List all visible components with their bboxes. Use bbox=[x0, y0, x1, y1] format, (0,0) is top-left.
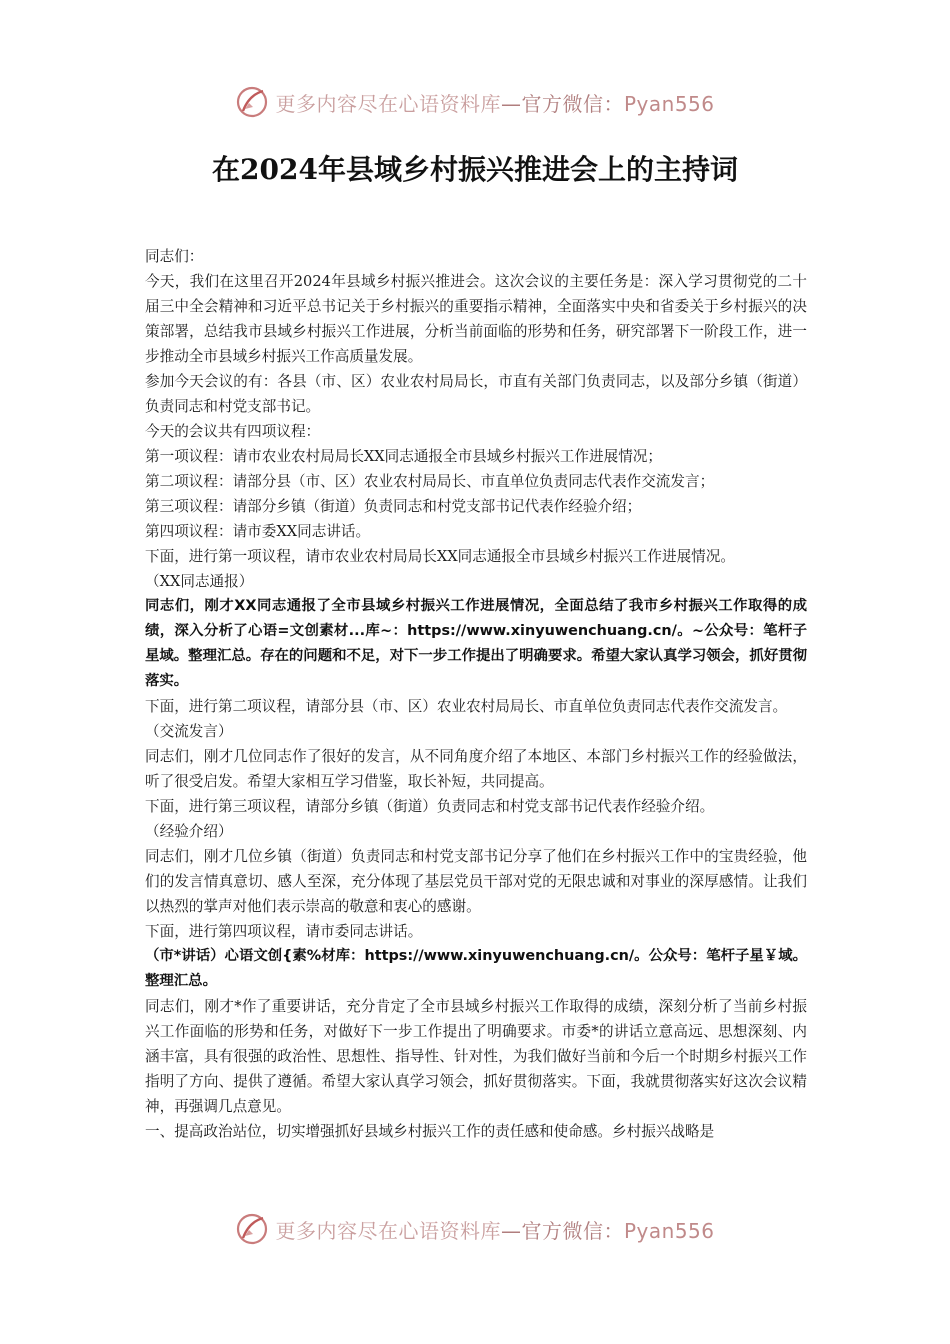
paragraph-agenda-header: 今天的会议共有四项议程： bbox=[145, 423, 321, 440]
agenda-item-1: 第一项议程：请市农业农村局局长XX同志通报全市县域乡村振兴工作进展情况； bbox=[145, 448, 662, 465]
banner-part-1: 更多内容尽在心语资料库 bbox=[275, 91, 501, 116]
brand-logo-icon bbox=[235, 1212, 269, 1246]
banner-wechat-id: Pyan556 bbox=[623, 1218, 715, 1243]
brand-logo-icon bbox=[235, 85, 269, 119]
banner-wechat-id: Pyan556 bbox=[623, 91, 715, 116]
paragraph-item1-summary: 同志们，刚才XX同志通报了全市县域乡村振兴工作进展情况，全面总结了我市乡村振兴工作取得的成绩，深入分析了心语=文创素材...库~：https://www.xinyuwenchuang.cn/。~公众号：笔杆子星域。整理汇总。存在的问题和不足，对下一步工作提出了明确要求。希望大家认真学习领会，抓好贯彻落实。 bbox=[145, 598, 807, 689]
paragraph-item4-summary: 同志们，刚才*作了重要讲话，充分肯定了全市县域乡村振兴工作取得的成绩，深刻分析了当前乡村振兴工作面临的形势和任务，对做好下一步工作提出了明确要求。市委*的讲话立意高远、思想深刻、内涵丰富，具有很强的政治性、思想性、指导性、针对性，为我们做好当前和今后一个时期乡村振兴工作指明了方向、提供了遵循。希望大家认真学习领会，抓好贯彻落实。下面，我就贯彻落实好这次会议精神，再强调几点意见。 bbox=[145, 998, 807, 1115]
document-body bbox=[145, 244, 807, 1144]
agenda-item-2: 第二项议程：请部分县（市、区）农业农村局局长、市直单位负责同志代表作交流发言； bbox=[145, 473, 715, 490]
paragraph-salutation: 同志们： bbox=[145, 248, 204, 265]
banner-text bbox=[275, 88, 714, 117]
paragraph-point-1: 一、提高政治站位，切实增强抓好县域乡村振兴工作的责任感和使命感。乡村振兴战略是 bbox=[145, 1123, 715, 1140]
agenda-item-3: 第三项议程：请部分乡镇（街道）负责同志和村党支部书记代表作经验介绍； bbox=[145, 498, 642, 515]
agenda-item-4: 第四项议程：请市委XX同志讲话。 bbox=[145, 523, 371, 540]
banner-text bbox=[275, 1215, 714, 1244]
header-banner bbox=[0, 82, 950, 122]
paragraph-item3-start: 下面，进行第三项议程，请部分乡镇（街道）负责同志和村党支部书记代表作经验介绍。 bbox=[145, 798, 715, 815]
document-title: 在2024年县域乡村振兴推进会上的主持词 bbox=[212, 153, 738, 186]
paragraph-item3-note: （经验介绍） bbox=[145, 823, 233, 840]
footer-banner bbox=[0, 1209, 950, 1249]
banner-part-2: —官方微信： bbox=[500, 91, 624, 116]
paragraph-item1-start: 下面，进行第一项议程，请市农业农村局局长XX同志通报全市县域乡村振兴工作进展情况。 bbox=[145, 548, 735, 565]
paragraph-intro: 今天，我们在这里召开2024年县域乡村振兴推进会。这次会议的主要任务是：深入学习贯彻党的二十届三中全会精神和习近平总书记关于乡村振兴的重要指示精神，全面落实中央和省委关于乡村振兴的决策部署，总结我市县域乡村振兴工作进展，分析当前面临的形势和任务，研究部署下一阶段工作，进一步推动全市县域乡村振兴工作高质量发展。 bbox=[145, 273, 807, 365]
paragraph-attendees: 参加今天会议的有：各县（市、区）农业农村局局长，市直有关部门负责同志，以及部分乡镇（街道）负责同志和村党支部书记。 bbox=[145, 373, 807, 415]
paragraph-item2-note: （交流发言） bbox=[145, 723, 233, 740]
banner-part-2: —官方微信： bbox=[500, 1218, 624, 1243]
paragraph-item2-summary: 同志们，刚才几位同志作了很好的发言，从不同角度介绍了本地区、本部门乡村振兴工作的经验做法，听了很受启发。希望大家相互学习借鉴，取长补短，共同提高。 bbox=[145, 748, 807, 790]
paragraph-item2-start: 下面，进行第二项议程，请部分县（市、区）农业农村局局长、市直单位负责同志代表作交流发言。 bbox=[145, 698, 788, 715]
paragraph-item4-start: 下面，进行第四项议程，请市委同志讲话。 bbox=[145, 923, 423, 940]
banner-part-1: 更多内容尽在心语资料库 bbox=[275, 1218, 501, 1243]
paragraph-item1-note: （XX同志通报） bbox=[145, 573, 254, 590]
paragraph-item4-note: （市*讲话）心语文创{素%材库：https://www.xinyuwenchuang.cn/。公众号：笔杆子星￥域。整理汇总。 bbox=[145, 948, 807, 989]
paragraph-item3-summary: 同志们，刚才几位乡镇（街道）负责同志和村党支部书记分享了他们在乡村振兴工作中的宝贵经验，他们的发言情真意切、感人至深，充分体现了基层党员干部对党的无限忠诚和对事业的深厚感情。让我们以热烈的掌声对他们表示崇高的敬意和衷心的感谢。 bbox=[145, 848, 807, 915]
